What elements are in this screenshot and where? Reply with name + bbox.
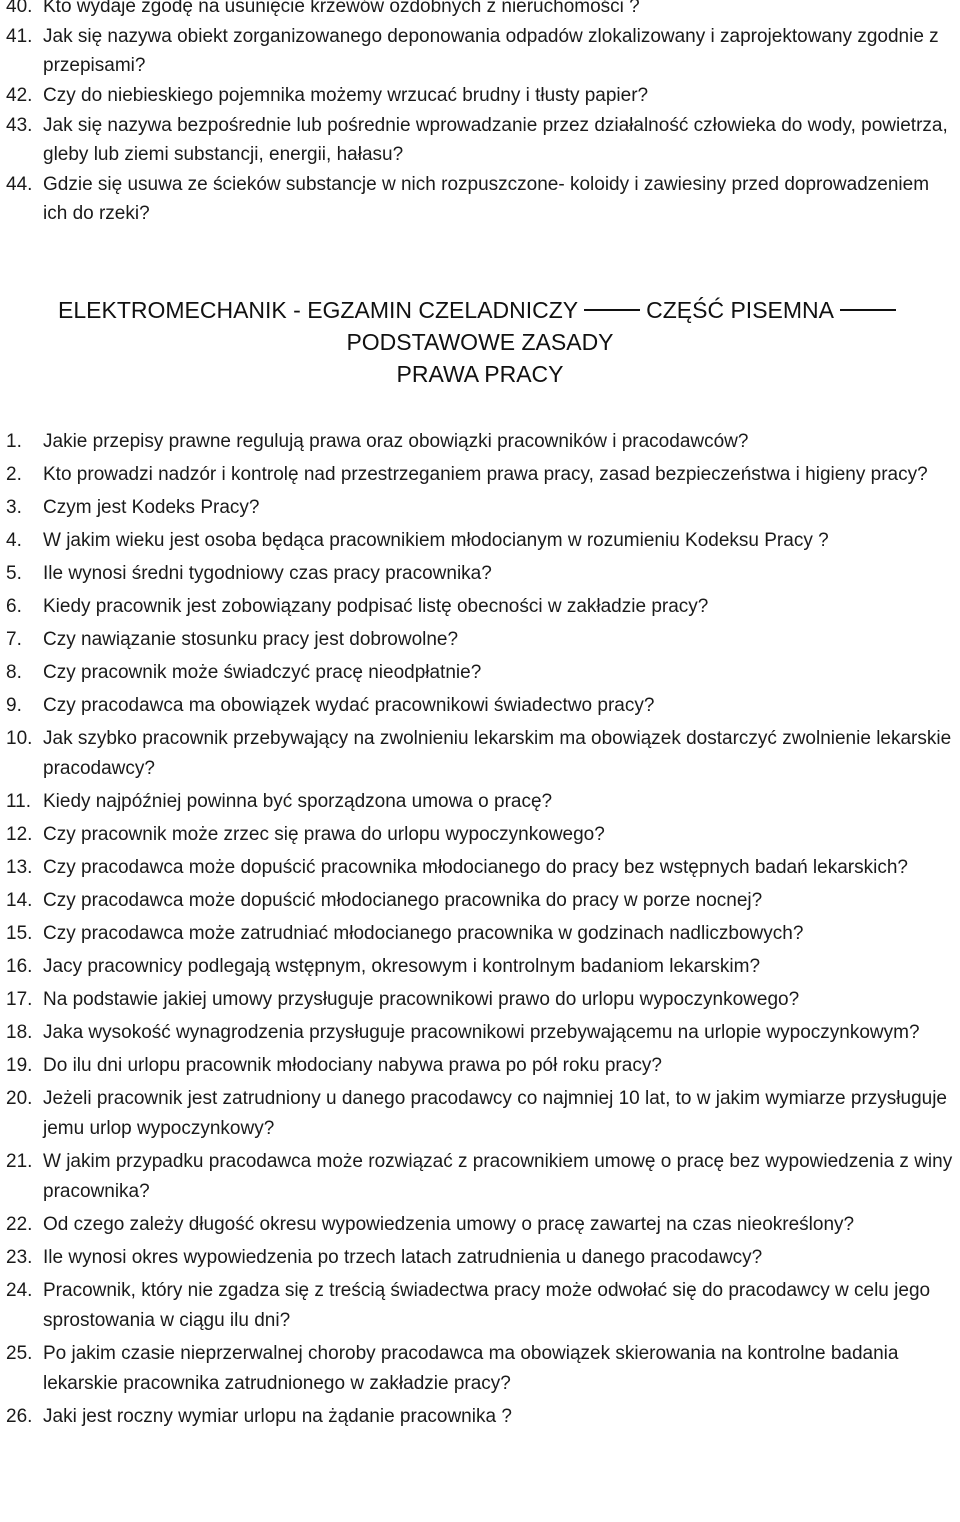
list-item [0, 111, 960, 169]
question-text: Po jakim czasie nieprzerwalnej choroby pracodawca ma obowiązek skierowania na kontrolne badania lekarskie pracownika zatrudnionego w zakładzie pracy? [43, 1343, 899, 1394]
list-item [0, 493, 960, 523]
list-item [0, 427, 960, 457]
list-item [0, 919, 960, 949]
question-list-labour-law [0, 427, 960, 1435]
question-text: Jakie przepisy prawne regulują prawa oraz obowiązki pracowników i pracodawców? [43, 431, 749, 452]
question-text: Jak się nazywa bezpośrednie lub pośrednie wprowadzanie przez działalność człowieka do wody, powietrza, gleby lub ziemi substancji, energii, hałasu? [43, 115, 948, 165]
question-text: Czy pracodawca ma obowiązek wydać pracownikowi świadectwo pracy? [43, 695, 655, 716]
heading-line-2: PODSTAWOWE ZASADY [346, 329, 614, 355]
question-text: Czy pracodawca może dopuścić młodocianego pracownika do pracy w porze nocnej? [43, 890, 763, 911]
question-number: 9. [6, 695, 22, 716]
question-number: 43. [6, 115, 33, 136]
list-item [0, 820, 960, 850]
question-text: Czy pracownik może świadczyć pracę nieodpłatnie? [43, 662, 482, 683]
list-item [0, 952, 960, 982]
question-number: 14. [6, 890, 33, 911]
list-item [0, 724, 960, 784]
heading-line-1 [0, 294, 960, 326]
question-number: 44. [6, 174, 33, 195]
heading-title: ELEKTROMECHANIK - EGZAMIN CZELADNICZY [58, 297, 579, 323]
list-item [0, 1018, 960, 1048]
list-item [0, 985, 960, 1015]
question-number: 23. [6, 1247, 33, 1268]
question-text: Czy pracodawca może zatrudniać młodocianego pracownika w godzinach nadliczbowych? [43, 923, 804, 944]
list-item [0, 1210, 960, 1240]
question-text: W jakim przypadku pracodawca może rozwiązać z pracownikiem umowę o pracę bez wypowiedzenia z winy pracownika? [43, 1151, 953, 1202]
list-item [0, 460, 960, 490]
question-number: 24. [6, 1280, 33, 1301]
list-item [0, 787, 960, 817]
heading-dash [840, 309, 896, 311]
question-text: Czy nawiązanie stosunku pracy jest dobrowolne? [43, 629, 459, 650]
question-number: 19. [6, 1055, 33, 1076]
list-item [0, 853, 960, 883]
list-item [0, 0, 960, 21]
question-text: Jaka wysokość wynagrodzenia przysługuje pracownikowi przebywającemu na urlopie wypoczynkowym? [43, 1022, 920, 1043]
question-text: Czy pracownik może zrzec się prawa do urlopu wypoczynkowego? [43, 824, 605, 845]
list-item [0, 170, 960, 228]
list-item [0, 886, 960, 916]
question-text: Na podstawie jakiej umowy przysługuje pracownikowi prawo do urlopu wypoczynkowego? [43, 989, 800, 1010]
list-item [0, 526, 960, 556]
question-number: 8. [6, 662, 22, 683]
question-number: 10. [6, 728, 33, 749]
list-item [0, 658, 960, 688]
list-item [0, 81, 960, 110]
question-number: 25. [6, 1343, 33, 1364]
question-number: 6. [6, 596, 22, 617]
question-number: 5. [6, 563, 22, 584]
heading-dash [584, 309, 640, 311]
list-item [0, 625, 960, 655]
question-number: 2. [6, 464, 22, 485]
question-number: 41. [6, 26, 33, 47]
question-text: Czy do niebieskiego pojemnika możemy wrzucać brudny i tłusty papier? [43, 85, 649, 106]
list-item [0, 559, 960, 589]
list-item [0, 691, 960, 721]
list-item [0, 1051, 960, 1081]
question-number: 22. [6, 1214, 33, 1235]
question-number: 11. [6, 791, 32, 812]
list-item [0, 22, 960, 80]
question-number: 21. [6, 1151, 33, 1172]
question-text: Ile wynosi średni tygodniowy czas pracy pracownika? [43, 563, 492, 584]
list-item [0, 1147, 960, 1207]
question-number: 7. [6, 629, 22, 650]
question-text: Od czego zależy długość okresu wypowiedzenia umowy o pracę zawartej na czas nieokreślony? [43, 1214, 855, 1235]
question-number: 1. [6, 431, 22, 452]
section-heading [0, 294, 960, 390]
question-number: 13. [6, 857, 33, 878]
question-text: Kiedy pracownik jest zobowiązany podpisać listę obecności w zakładzie pracy? [43, 596, 709, 617]
heading-part: CZĘŚĆ PISEMNA [646, 297, 834, 323]
question-number: 26. [6, 1406, 33, 1427]
question-text: Czy pracodawca może dopuścić pracownika młodocianego do pracy bez wstępnych badań lekarskich? [43, 857, 908, 878]
question-number: 20. [6, 1088, 33, 1109]
heading-line-3: PRAWA PRACY [396, 361, 564, 387]
question-text: Do ilu dni urlopu pracownik młodociany nabywa prawa po pół roku pracy? [43, 1055, 662, 1076]
list-item [0, 1402, 960, 1432]
list-item [0, 1276, 960, 1336]
question-number: 4. [6, 530, 22, 551]
question-text: Gdzie się usuwa ze ścieków substancje w nich rozpuszczone- koloidy i zawiesiny przed doprowadzeniem ich do rzeki? [43, 174, 930, 224]
question-text: Kto prowadzi nadzór i kontrolę nad przestrzeganiem prawa pracy, zasad bezpieczeństwa i higieny pracy? [43, 464, 928, 485]
question-text: Jak szybko pracownik przebywający na zwolnieniu lekarskim ma obowiązek dostarczyć zwolnienie lekarskie pracodawcy? [43, 728, 952, 779]
question-number: 16. [6, 956, 33, 977]
question-text: Jacy pracownicy podlegają wstępnym, okresowym i kontrolnym badaniom lekarskim? [43, 956, 761, 977]
question-text: Jeżeli pracownik jest zatrudniony u danego pracodawcy co najmniej 10 lat, to w jakim wymiarze przysługuje jemu urlop wypoczynkowy? [43, 1088, 947, 1139]
list-item [0, 1243, 960, 1273]
question-number: 3. [6, 497, 22, 518]
question-text: Jak się nazywa obiekt zorganizowanego deponowania odpadów zlokalizowany i zaprojektowany zgodnie z przepisami? [43, 26, 939, 76]
question-number: 12. [6, 824, 33, 845]
question-text: Kiedy najpóźniej powinna być sporządzona umowa o pracę? [43, 791, 553, 812]
question-number: 40. [6, 0, 33, 17]
question-text: W jakim wieku jest osoba będąca pracownikiem młodocianym w rozumieniu Kodeksu Pracy ? [43, 530, 829, 551]
list-item [0, 592, 960, 622]
question-text: Kto wydaje zgodę na usunięcie krzewów ozdobnych z nieruchomości ? [43, 0, 640, 17]
question-number: 15. [6, 923, 33, 944]
question-number: 17. [6, 989, 33, 1010]
question-text: Ile wynosi okres wypowiedzenia po trzech latach zatrudnienia u danego pracodawcy? [43, 1247, 763, 1268]
question-list-environment [0, 0, 960, 229]
question-number: 42. [6, 85, 33, 106]
question-text: Pracownik, który nie zgadza się z treścią świadectwa pracy może odwołać się do pracodawcy w celu jego sprostowania w ciągu ilu dni? [43, 1280, 931, 1331]
list-item [0, 1084, 960, 1144]
list-item [0, 1339, 960, 1399]
question-text: Czym jest Kodeks Pracy? [43, 497, 260, 518]
question-text: Jaki jest roczny wymiar urlopu na żądanie pracownika ? [43, 1406, 512, 1427]
question-number: 18. [6, 1022, 33, 1043]
